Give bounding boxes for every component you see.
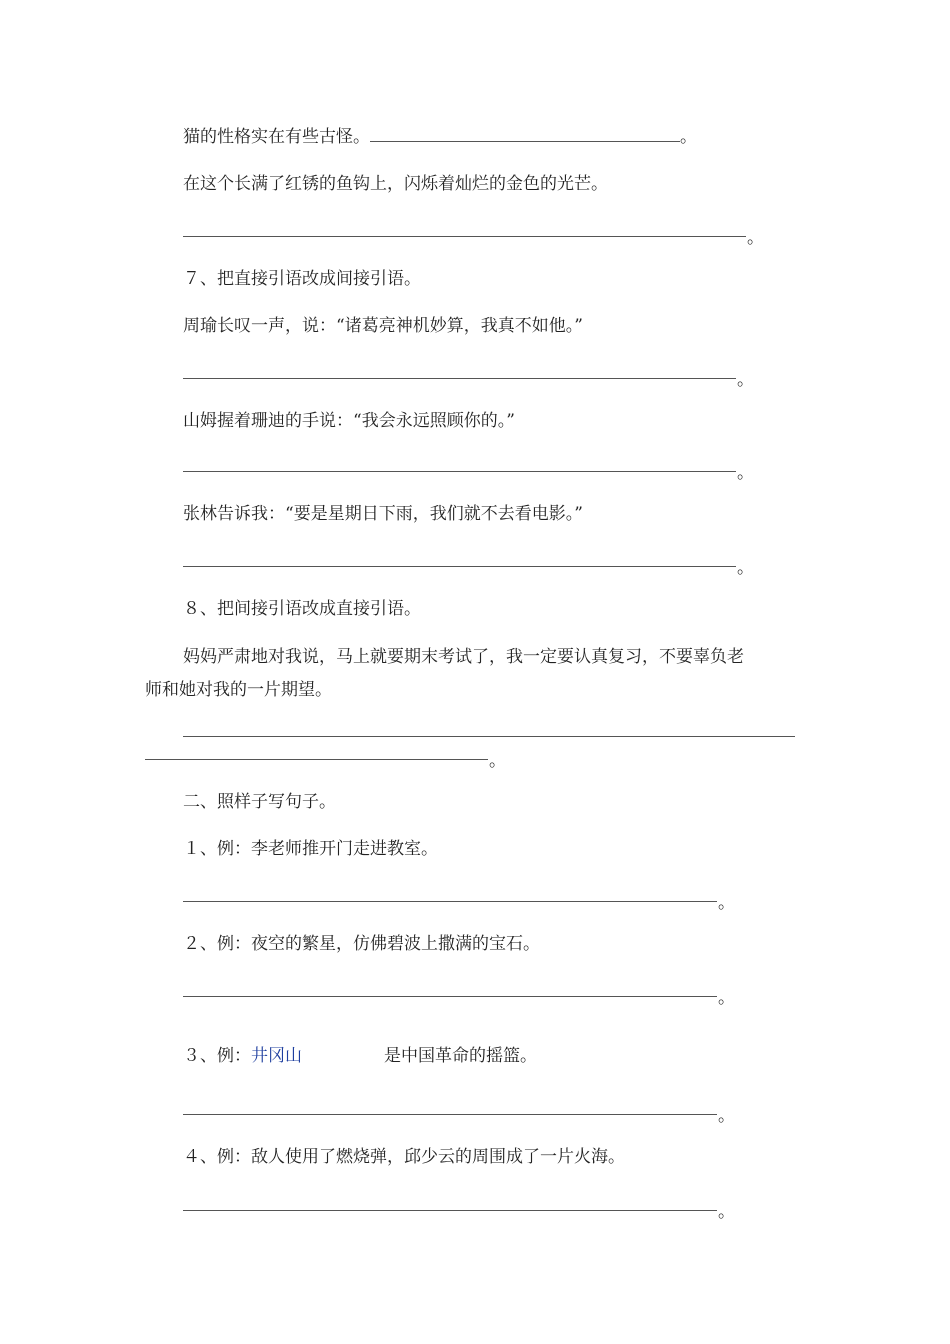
answer-blank[interactable] [183, 722, 795, 737]
example-1 [183, 837, 438, 861]
period: 。 [737, 370, 754, 390]
period: 。 [718, 988, 735, 1008]
period: 。 [680, 127, 697, 147]
example-4 [183, 1145, 625, 1169]
period: 。 [718, 893, 735, 913]
q7-sentence-3: 张林告诉我：“要是星期日下雨，我们就不去看电影。” [183, 504, 583, 524]
sentence-cat [183, 125, 697, 149]
example-text: 夜空的繁星，仿佛碧波上撒满的宝石。 [251, 934, 540, 954]
example-text: 敌人使用了燃烧弹，邱少云的周围成了一片火海。 [251, 1147, 625, 1167]
example-prefix: １、例： [183, 839, 251, 859]
answer-blank[interactable] [183, 222, 746, 237]
example-text: 李老师推开门走进教室。 [251, 839, 438, 859]
period: 。 [718, 1106, 735, 1126]
q8-sentence-line-2: 师和她对我的一片期望。 [145, 680, 332, 700]
example-text: 是中国革命的摇篮。 [384, 1046, 537, 1066]
period: 。 [747, 228, 764, 248]
answer-blank[interactable] [183, 457, 736, 472]
q7-sentence-2: 山姆握着珊迪的手说：“我会永远照顾你的。” [183, 411, 515, 431]
answer-blank[interactable] [183, 1100, 717, 1115]
example-2 [183, 932, 540, 956]
place-name-link[interactable]: 井冈山 [251, 1046, 302, 1066]
question-7-title: ７、把直接引语改成间接引语。 [183, 269, 421, 289]
example-3 [183, 1044, 537, 1068]
period: 。 [718, 1202, 735, 1222]
question-8-title: ８、把间接引语改成直接引语。 [183, 599, 421, 619]
period: 。 [489, 751, 506, 771]
answer-blank[interactable] [183, 1196, 717, 1211]
answer-blank[interactable] [183, 982, 717, 997]
answer-blank[interactable] [183, 887, 717, 902]
example-prefix: ４、例： [183, 1147, 251, 1167]
q7-sentence-1: 周瑜长叹一声，说：“诸葛亮神机妙算，我真不如他。” [183, 316, 583, 336]
q8-sentence-line-1: 妈妈严肃地对我说，马上就要期末考试了，我一定要认真复习，不要辜负老 [183, 647, 744, 667]
section-2-title: 二、照样子写句子。 [183, 792, 336, 812]
example-prefix: ３、例： [183, 1046, 251, 1066]
answer-blank[interactable] [183, 364, 736, 379]
period: 。 [737, 558, 754, 578]
sentence-fishhook: 在这个长满了红锈的鱼钩上，闪烁着灿烂的金色的光芒。 [183, 174, 608, 194]
answer-blank[interactable] [370, 127, 680, 142]
sentence-text: 猫的性格实在有些古怪。 [183, 127, 370, 147]
answer-blank[interactable] [183, 552, 736, 567]
example-prefix: ２、例： [183, 934, 251, 954]
period: 。 [737, 463, 754, 483]
answer-blank[interactable] [145, 745, 488, 760]
